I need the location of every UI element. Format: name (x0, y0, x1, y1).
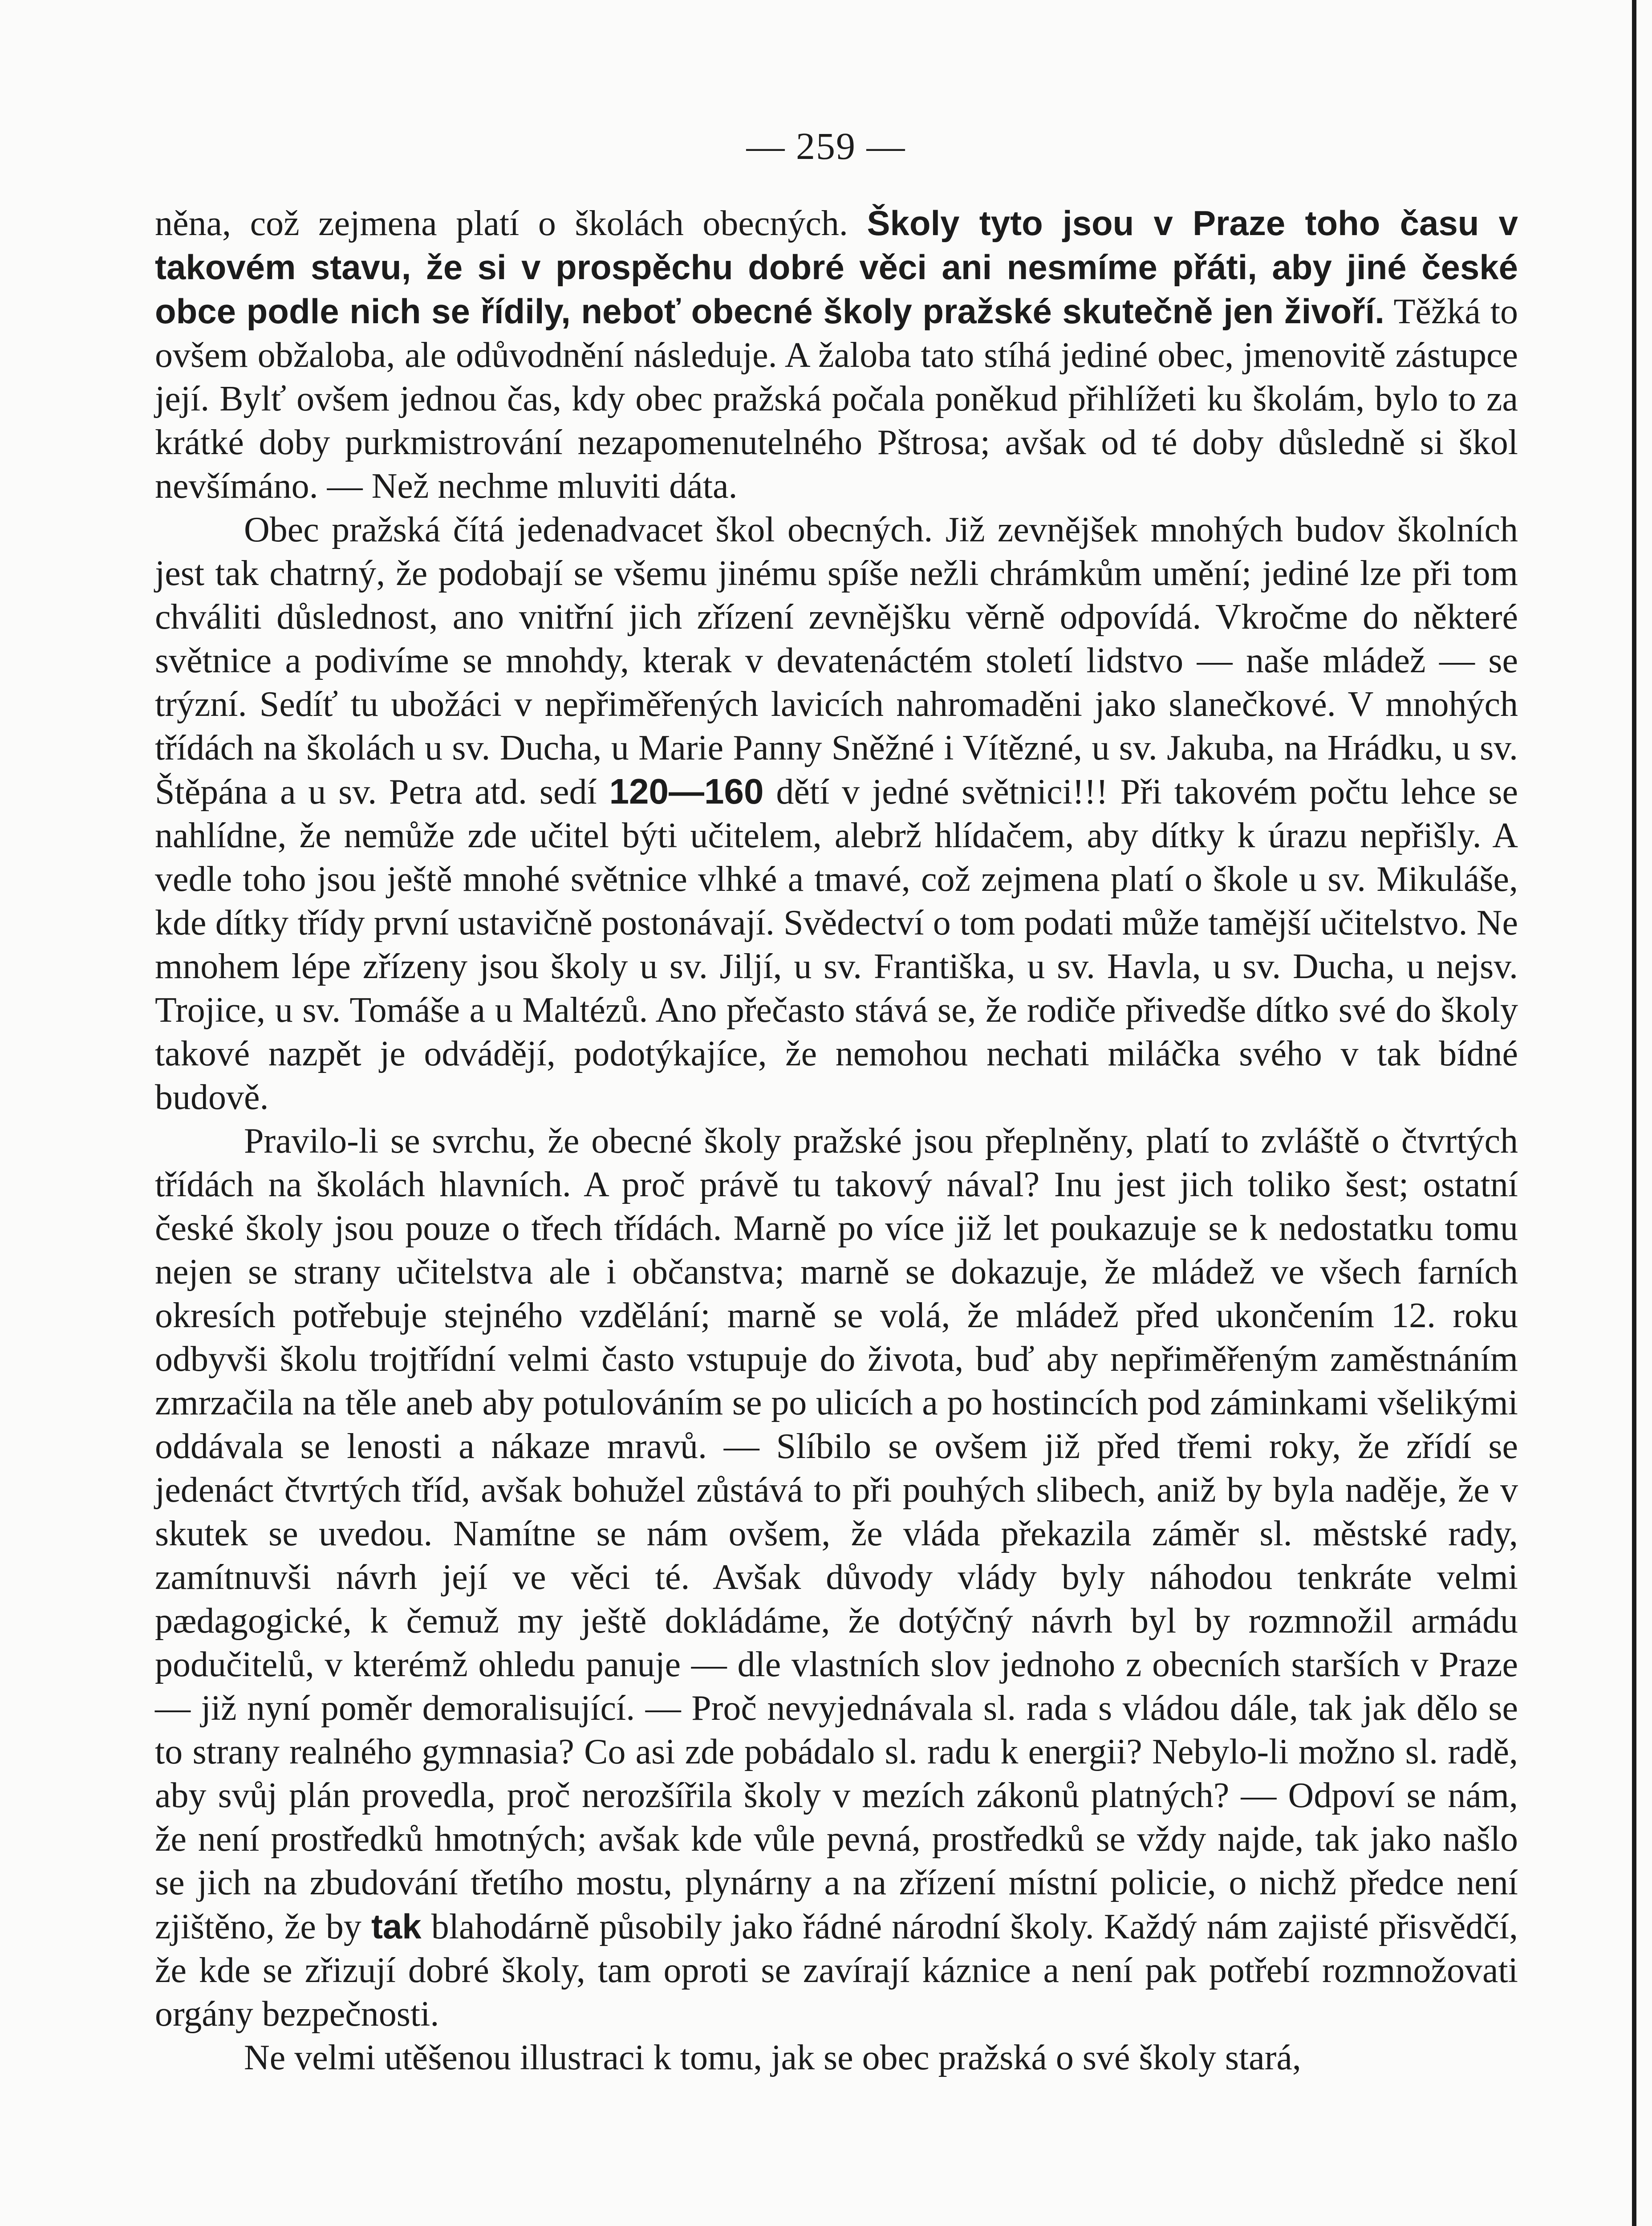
scan-border-right (1632, 0, 1636, 2226)
emphasized-number: 120—160 (609, 772, 764, 811)
paragraph-1 (155, 201, 1518, 508)
text-run: Obec pražská čítá jedenadvacet škol obecných. Již zevnějšek mnohých budov školních jest tak chatrný, že podobají se všemu jinému spíše nežli chrámkům umění; jediné lze při tom chváliti důslednost, ano vnitřní jich zřízení zevnějšku věrně odpovídá. Vkročme do některé světnice a podivíme se mnohdy, kterak v devatenáctém století lidstvo — naše mládež — se trýzní. Sedíť tu ubožáci v nepřiměřených lavicích nahromaděni jako slanečkové. V mnohých třídách na školách u sv. Ducha, u Marie Panny Sněžné i Vítězné, u sv. Jakuba, na Hrádku, u sv. Štěpána a u sv. Petra atd. sedí (155, 510, 1518, 812)
emphasized-text-run: Školy tyto jsou v Praze toho času v takovém stavu, že si v prospěchu dobré věci ani nesmíme přáti, aby jiné české obce podle nich se řídily, neboť obecné školy pražské skutečně jen živoří. (155, 203, 1518, 331)
text-run: dětí v jedné světnici!!! Při takovém počtu lehce se nahlídne, že nemůže zde učitel býti učitelem, alebrž hlídačem, aby dítky k úrazu nepřišly. A vedle toho jsou ještě mnohé světnice vlhké a tmavé, což zejmena platí o škole u sv. Mikuláše, kde dítky třídy první ustavičně postonávají. Svědectví o tom podati může tamější učitelstvo. Ne mnohem lépe zřízeny jsou školy u sv. Jiljí, u sv. Františka, u sv. Havla, u sv. Ducha, u nejsv. Trojice, u sv. Tomáše a u Maltézů. Ano přečasto stává se, že rodiče přivedše dítko své do školy takové nazpět je odvádějí, podotýkajíce, že nemohou nechati miláčka svého v tak bídné budově. (155, 772, 1518, 1117)
paragraph-2 (155, 508, 1518, 1119)
page-number: — 259 — (746, 125, 906, 167)
paragraph-4 (155, 2036, 1518, 2080)
text-run: Ne velmi utěšenou illustraci k tomu, jak se obec pražská o své školy stará, (244, 2038, 1301, 2077)
text-run: blahodárně působily jako řádné národní školy. Každý nám zajisté přisvědčí, že kde se zřizují dobré školy, tam oproti se zavírají káznice a není pak potřebí rozmnožovati orgány bezpečnosti. (155, 1907, 1518, 2034)
paragraph-3 (155, 1119, 1518, 2036)
text-run: Těžká to ovšem obžaloba, ale odůvodnění následuje. A žaloba tato stíhá jediné obec, jmenovitě zástupce její. Bylť ovšem jednou čas, kdy obec pražská počala poněkud přihlížeti ku školám, bylo to za krátké doby purkmistrování nezapomenutelného Pštrosa; avšak od té doby důsledně si škol nevšímáno. — Než nechme mluviti dáta. (155, 292, 1518, 506)
body-text (155, 201, 1518, 2080)
text-run: Pravilo-li se svrchu, že obecné školy pražské jsou přeplněny, platí to zvláště o čtvrtých třídách na školách hlavních. A proč právě tu takový nával? Inu jest jich toliko šest; ostatní české školy jsou pouze o třech třídách. Marně po více již let poukazuje se k nedostatku tomu nejen se strany učitelstva ale i občanstva; marně se dokazuje, že mládež ve všech farních okresích potřebuje stejného vzdělání; marně se volá, že mládež před ukončením 12. roku odbyvši školu trojtřídní velmi často vstupuje do života, buď aby nepřiměřeným zaměstnáním zmrzačila na těle aneb aby potulováním se po ulicích a po hostincích pod záminkami všelikými oddávala se lenosti a nákaze mravů. — Slíbilo se ovšem již před třemi roky, že zřídí se jedenáct čtvrtých tříd, avšak bohužel zůstává to při pouhých slibech, aniž by byla naděje, že v skutek se uvedou. Namítne se nám ovšem, že vláda překazila záměr sl. městské rady, zamítnuvši návrh její ve věci té. Avšak důvody vlády byly náhodou tenkráte velmi pædagogické, k čemuž my ještě dokládáme, že dotýčný návrh byl by rozmnožil armádu podučitelů, v kterémž ohledu panuje — dle vlastních slov jednoho z obecních starších v Praze — již nyní poměr demoralisující. — Proč nevyjednávala sl. rada s vládou dále, tak jak dělo se to strany realného gymnasia? Co asi zde pobádalo sl. radu k energii? Nebylo-li možno sl. radě, aby svůj plán provedla, proč nerozšířila školy v mezích zákonů platných? — Odpoví se nám, že není prostředků hmotných; avšak kde vůle pevná, prostředků se vždy najde, tak jako našlo se jich na zbudování třetího mostu, plynárny a na zřízení místní policie, o nichž předce není zjištěno, že by (155, 1121, 1518, 1946)
emphasized-text-run: tak (371, 1907, 422, 1946)
text-run: něna, což zejmena platí o školách obecných. (155, 204, 867, 243)
